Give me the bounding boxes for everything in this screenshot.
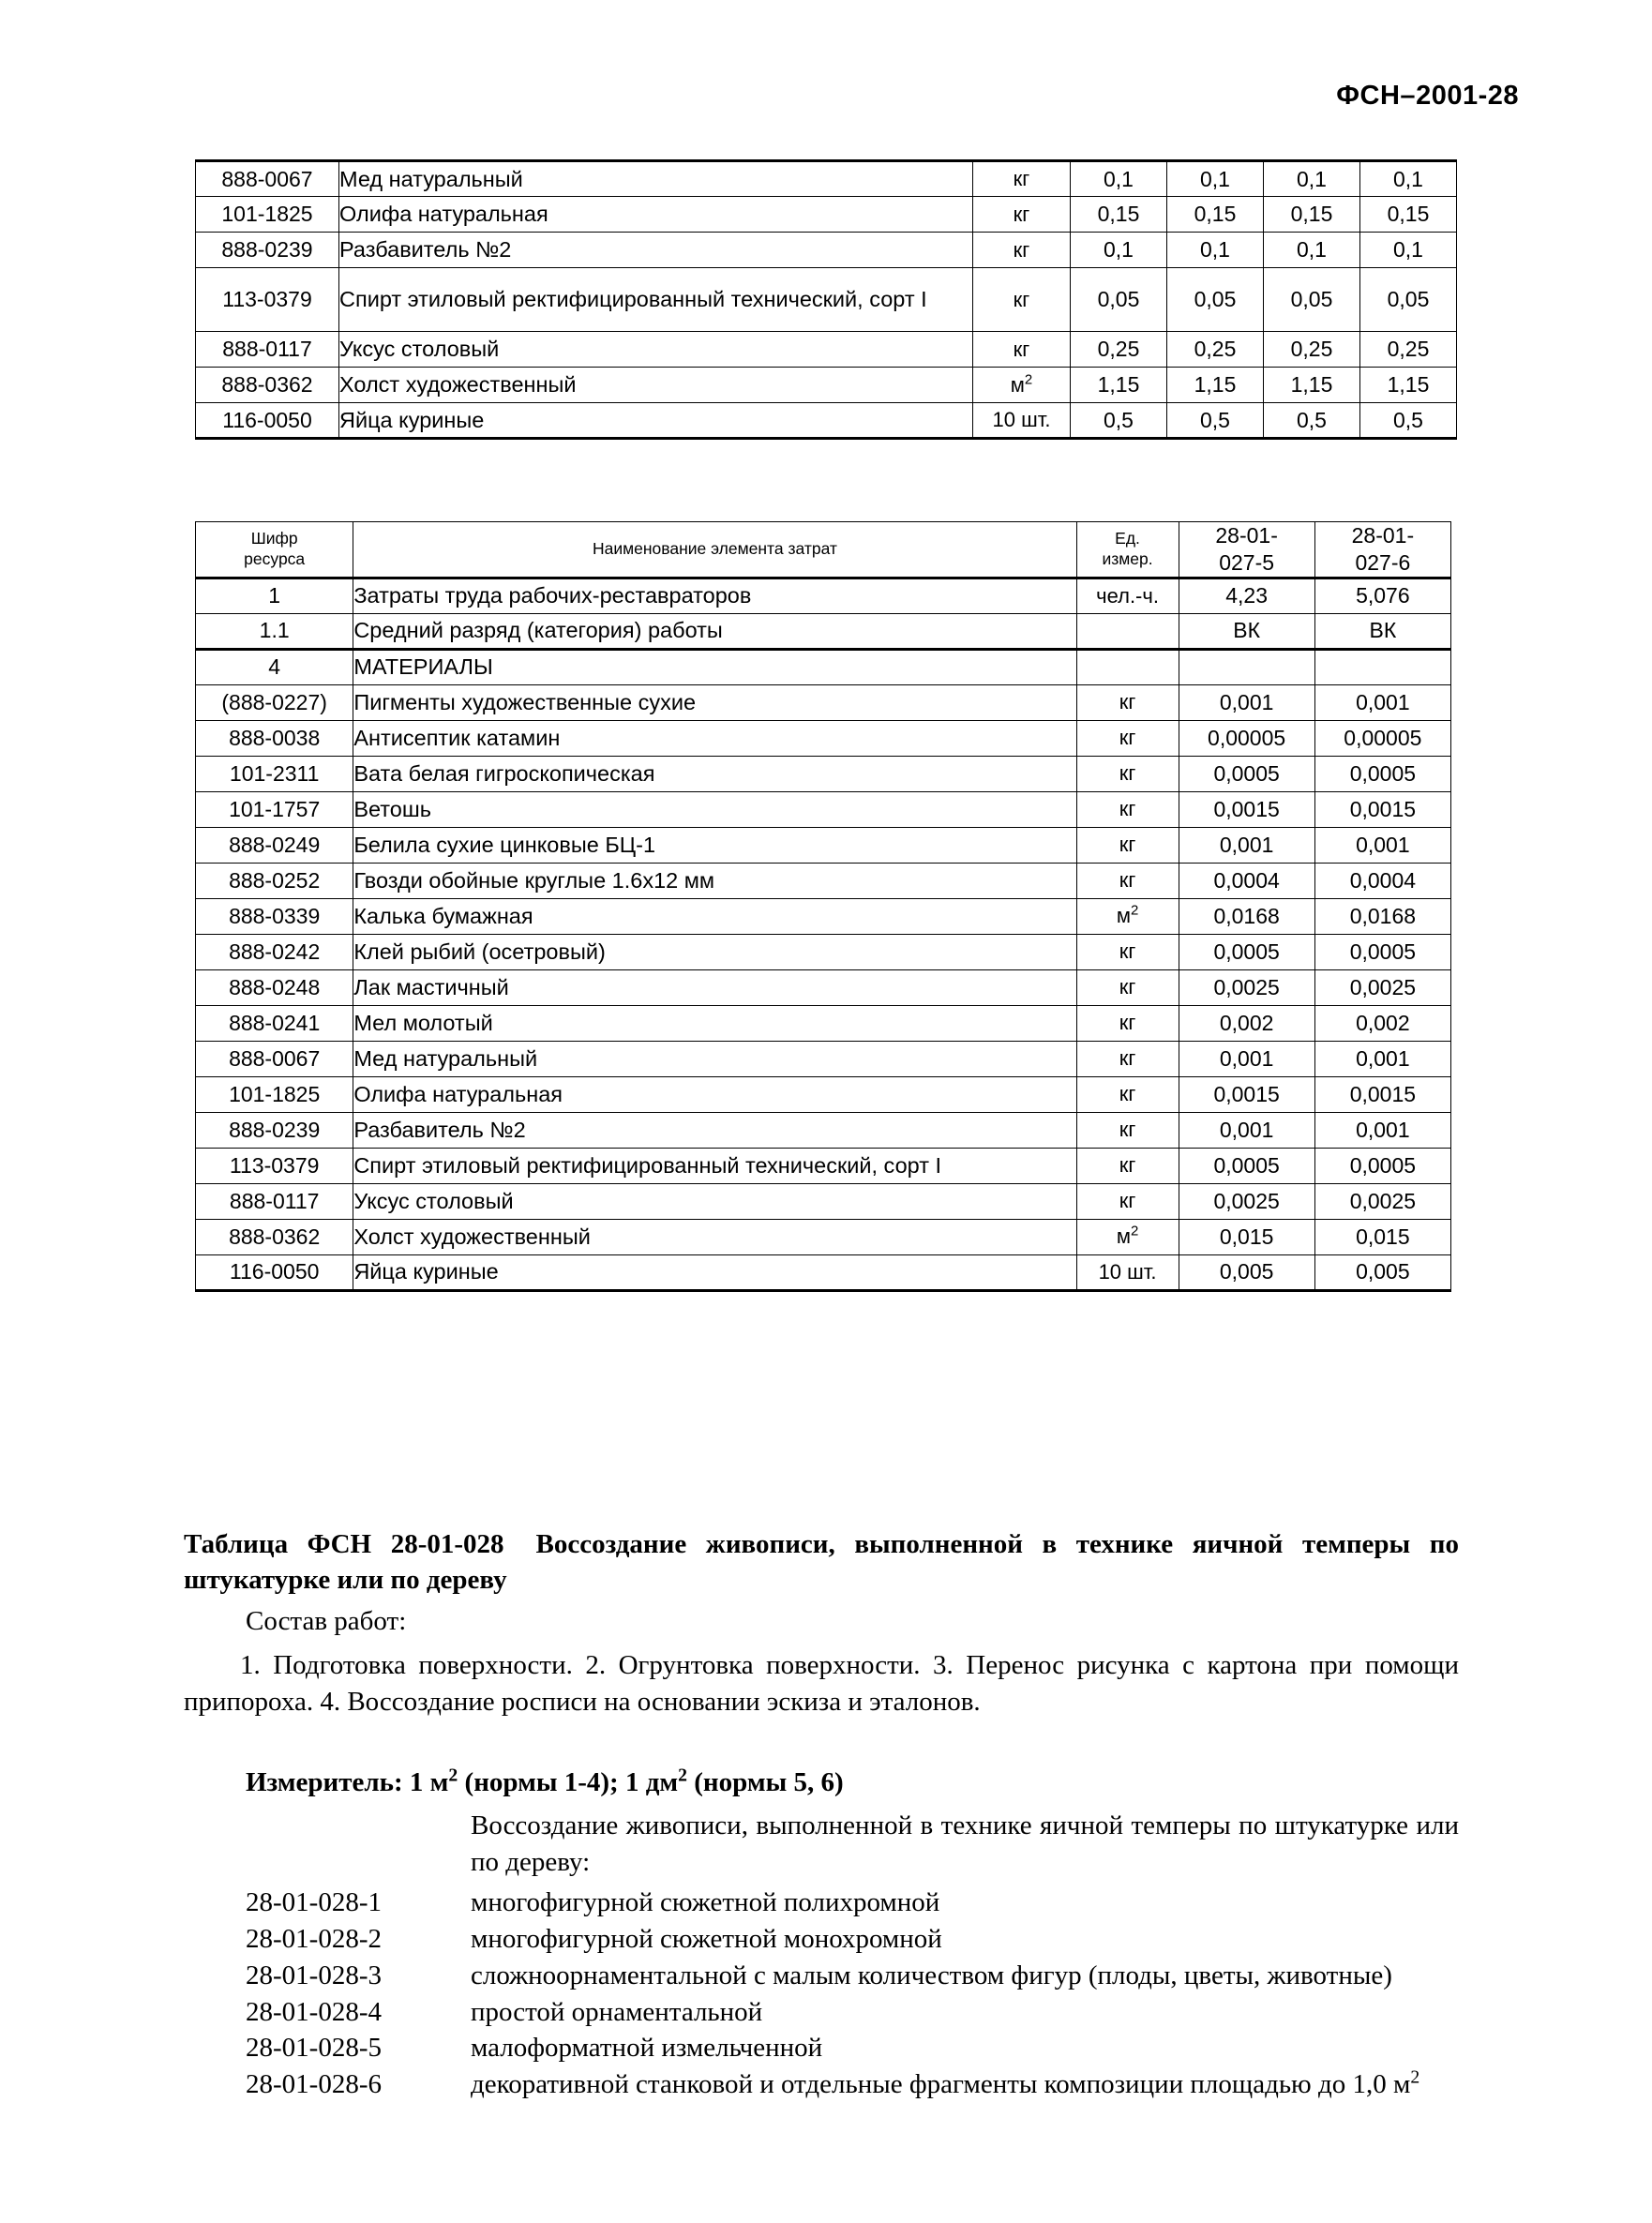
measure-label: Измеритель:: [246, 1767, 403, 1797]
norm-item-code: 28-01-028-1: [246, 1887, 382, 1917]
cell-unit: кг: [1076, 827, 1179, 863]
cell-value-027-5: 0,0168: [1179, 898, 1314, 934]
cell-resource-code: 888-0117: [196, 1183, 353, 1219]
cell-value-2: 0,5: [1167, 403, 1264, 439]
cell-value-027-5: 0,0015: [1179, 791, 1314, 827]
cell-value-2: 1,15: [1167, 368, 1264, 403]
cell-value-3: 1,15: [1264, 368, 1360, 403]
table-row: [196, 1148, 1451, 1183]
norm-item-description: многофигурной сюжетной полихромной: [471, 1887, 940, 1917]
col-header-norm-027-6: [1314, 522, 1450, 578]
cell-element-name: Уксус столовый: [339, 332, 973, 368]
measure-value-1: 1 м: [409, 1767, 449, 1797]
cell-unit: $м^2$: [1076, 898, 1179, 934]
cell-value-027-5: 0,0005: [1179, 934, 1314, 969]
cell-resource-code: 116-0050: [196, 1254, 353, 1290]
table-row: [196, 368, 1457, 403]
cell-value-1: 1,15: [1071, 368, 1167, 403]
cell-element-name: Мел молотый: [353, 1005, 1076, 1041]
col-header-unit: [1076, 522, 1179, 578]
norm-list-item: [246, 1994, 1464, 2031]
cell-element-name: Калька бумажная: [353, 898, 1076, 934]
cell-unit: кг: [973, 161, 1071, 197]
cell-element-name: Разбавитель №2: [339, 233, 973, 268]
cell-element-name: Затраты труда рабочих-реставраторов: [353, 578, 1076, 613]
cell-resource-code: 888-0248: [196, 969, 353, 1005]
cell-element-name: Холст художественный: [353, 1219, 1076, 1254]
cell-unit: кг: [1076, 791, 1179, 827]
cell-resource-code: 888-0239: [196, 1112, 353, 1148]
cell-value-027-6: 0,0004: [1314, 863, 1450, 898]
table-row: [196, 934, 1451, 969]
cell-unit: кг: [1076, 720, 1179, 756]
col-header-cost-element-name: Наименование элемента затрат: [353, 522, 1076, 578]
cell-value-027-5: 0,0015: [1179, 1076, 1314, 1112]
cell-resource-code: 888-0362: [196, 1219, 353, 1254]
table-row: [196, 1076, 1451, 1112]
cell-element-name: Клей рыбий (осетровый): [353, 934, 1076, 969]
cell-element-name: Пигменты художественные сухие: [353, 684, 1076, 720]
col-header-norm-027-5: [1179, 522, 1314, 578]
table-row: [196, 1041, 1451, 1076]
cell-unit: кг: [1076, 756, 1179, 791]
col-header-unit-line1: Ед.: [1115, 528, 1140, 548]
cell-unit: кг: [973, 197, 1071, 233]
cell-value-027-6: 0,001: [1314, 1041, 1450, 1076]
measure-value-2: 1 дм: [624, 1767, 679, 1797]
cell-unit: кг: [1076, 934, 1179, 969]
table-row: [196, 863, 1451, 898]
cell-unit: [1076, 649, 1179, 684]
cell-value-027-5: 0,001: [1179, 1112, 1314, 1148]
cell-resource-code: 116-0050: [196, 403, 339, 439]
cell-unit: чел.-ч.: [1076, 578, 1179, 613]
table-row: [196, 233, 1457, 268]
norm-list-item: [246, 1958, 1464, 1994]
cell-value-2: 0,1: [1167, 233, 1264, 268]
cell-element-name: Антисептик катамин: [353, 720, 1076, 756]
cell-unit: 10 шт.: [973, 403, 1071, 439]
norm-item-description: простой орнаментальной: [471, 1996, 763, 2027]
cell-value-4: 0,1: [1360, 161, 1457, 197]
norm-item-description: многофигурной сюжетной монохромной: [471, 1923, 942, 1954]
table-row: [196, 1112, 1451, 1148]
col-header-resource-code-line1: Шифр: [250, 528, 298, 548]
cell-value-3: 0,5: [1264, 403, 1360, 439]
cell-element-name: Гвозди обойные круглые 1.6х12 мм: [353, 863, 1076, 898]
table-row: [196, 1254, 1451, 1290]
cell-element-name: Яйца куриные: [353, 1254, 1076, 1290]
cell-value-1: 0,1: [1071, 233, 1167, 268]
cell-element-name: Средний разряд (категория) работы: [353, 613, 1076, 649]
cell-value-027-6: 0,0025: [1314, 969, 1450, 1005]
cell-value-027-6: 0,005: [1314, 1254, 1450, 1290]
cell-unit: кг: [973, 233, 1071, 268]
cell-value-2: 0,25: [1167, 332, 1264, 368]
table-row: [196, 756, 1451, 791]
cell-unit: кг: [1076, 1076, 1179, 1112]
cell-unit: $м^2$: [973, 368, 1071, 403]
cell-element-name: Олифа натуральная: [339, 197, 973, 233]
cell-element-name: Лак мастичный: [353, 969, 1076, 1005]
norm-list-item: [246, 2030, 1464, 2066]
cell-value-4: 0,05: [1360, 268, 1457, 332]
norms-list: [246, 1885, 1464, 2103]
col-header-norm-027-5-line2: 027-5: [1219, 549, 1275, 575]
cell-resource-code: 888-0067: [196, 1041, 353, 1076]
table-row: [196, 197, 1457, 233]
cell-value-027-5: 0,001: [1179, 827, 1314, 863]
cell-resource-code: 1.1: [196, 613, 353, 649]
cell-value-027-6: 0,0005: [1314, 756, 1450, 791]
cell-element-name: МАТЕРИАЛЫ: [353, 649, 1076, 684]
cell-value-027-6: 0,001: [1314, 684, 1450, 720]
cell-value-2: 0,15: [1167, 197, 1264, 233]
cell-unit: кг: [1076, 1112, 1179, 1148]
cell-resource-code: 888-0339: [196, 898, 353, 934]
table-row: [196, 332, 1457, 368]
cell-value-027-6: 0,001: [1314, 827, 1450, 863]
cell-resource-code: 888-0038: [196, 720, 353, 756]
cell-resource-code: 888-0239: [196, 233, 339, 268]
cell-value-2: 0,05: [1167, 268, 1264, 332]
norm-item-description: малоформатной измельченной: [471, 2033, 823, 2064]
norm-item-code: 28-01-028-4: [246, 1996, 382, 2027]
resource-table-main: [195, 521, 1451, 1292]
cell-value-027-5: 0,0005: [1179, 1148, 1314, 1183]
table-caption-number: Таблица ФСН 28-01-028: [184, 1529, 504, 1559]
cell-value-1: 0,15: [1071, 197, 1167, 233]
cell-value-027-6: 0,00005: [1314, 720, 1450, 756]
cell-value-4: 0,25: [1360, 332, 1457, 368]
table-row: [196, 1005, 1451, 1041]
cell-element-name: Мед натуральный: [339, 161, 973, 197]
cell-element-name: Вата белая гигроскопическая: [353, 756, 1076, 791]
cell-unit: кг: [973, 332, 1071, 368]
table-row: [196, 403, 1457, 439]
cell-value-027-5: 0,00005: [1179, 720, 1314, 756]
measure-line: [246, 1765, 844, 1801]
table-row: [196, 720, 1451, 756]
cell-value-027-5: 0,015: [1179, 1219, 1314, 1254]
cell-value-027-6: 5,076: [1314, 578, 1450, 613]
cell-value-027-5: [1179, 649, 1314, 684]
cell-value-1: 0,1: [1071, 161, 1167, 197]
cell-value-027-6: [1314, 649, 1450, 684]
measure-value-1-superscript: 2: [448, 1765, 458, 1786]
cell-resource-code: 1: [196, 578, 353, 613]
cell-value-027-6: 0,002: [1314, 1005, 1450, 1041]
cell-value-3: 0,25: [1264, 332, 1360, 368]
cell-element-name: Разбавитель №2: [353, 1112, 1076, 1148]
cell-value-027-6: 0,0025: [1314, 1183, 1450, 1219]
cell-resource-code: (888-0227): [196, 684, 353, 720]
cell-value-027-6: 0,0168: [1314, 898, 1450, 934]
cell-resource-code: 113-0379: [196, 1148, 353, 1183]
cell-resource-code: 888-0241: [196, 1005, 353, 1041]
table-row: [196, 1183, 1451, 1219]
cell-value-1: 0,05: [1071, 268, 1167, 332]
table-row: [196, 827, 1451, 863]
norm-item-code: 28-01-028-2: [246, 1923, 382, 1954]
table-row: [196, 578, 1451, 613]
cell-element-name: Олифа натуральная: [353, 1076, 1076, 1112]
cell-resource-code: 113-0379: [196, 268, 339, 332]
col-header-norm-027-6-line2: 027-6: [1355, 549, 1411, 575]
cell-value-027-5: 0,0025: [1179, 969, 1314, 1005]
cell-value-027-5: 0,0004: [1179, 863, 1314, 898]
table-header-row: [196, 522, 1451, 578]
cell-resource-code: 888-0252: [196, 863, 353, 898]
cell-value-4: 1,15: [1360, 368, 1457, 403]
cell-value-027-5: 4,23: [1179, 578, 1314, 613]
norm-list-item: [246, 2066, 1464, 2103]
cell-value-027-6: 0,015: [1314, 1219, 1450, 1254]
table-caption-title: Воссоздание живописи, выполненной в технике яичной темперы по штукатурке или по дереву: [184, 1529, 1460, 1596]
table-row: [196, 161, 1457, 197]
cell-unit: кг: [1076, 1148, 1179, 1183]
cell-resource-code: 888-0117: [196, 332, 339, 368]
col-header-resource-code: [196, 522, 353, 578]
measure-value-2-tail: (нормы 5, 6): [687, 1767, 844, 1797]
cell-value-027-5: 0,005: [1179, 1254, 1314, 1290]
norm-item-description: сложноорнаментальной с малым количеством фигур (плоды, цветы, животные): [471, 1960, 1392, 1990]
cell-value-027-6: 0,0005: [1314, 934, 1450, 969]
cell-value-3: 0,15: [1264, 197, 1360, 233]
cell-unit: $м^2$: [1076, 1219, 1179, 1254]
cell-element-name: Мед натуральный: [353, 1041, 1076, 1076]
col-header-norm-027-5-line1: 28-01-: [1215, 523, 1278, 548]
cell-resource-code: 101-1757: [196, 791, 353, 827]
cell-element-name: Спирт этиловый ректифицированный технический, сорт I: [353, 1148, 1076, 1183]
cell-value-027-5: 0,0025: [1179, 1183, 1314, 1219]
cell-value-2: 0,1: [1167, 161, 1264, 197]
cell-resource-code: 888-0067: [196, 161, 339, 197]
table-row: [196, 684, 1451, 720]
resource-table-continued: [195, 159, 1457, 440]
cell-value-027-5: ВК: [1179, 613, 1314, 649]
cell-unit: кг: [1076, 1005, 1179, 1041]
cell-resource-code: 101-1825: [196, 197, 339, 233]
cell-unit: кг: [1076, 969, 1179, 1005]
table-continued-body: [196, 161, 1457, 439]
cell-element-name: Спирт этиловый ректифицированный технический, сорт I: [339, 268, 973, 332]
cell-unit: кг: [1076, 863, 1179, 898]
cell-value-3: 0,1: [1264, 161, 1360, 197]
norms-intro: Воссоздание живописи, выполненной в технике яичной темперы по штукатурке или по дереву:: [471, 1810, 1459, 1877]
cell-value-027-6: 0,0015: [1314, 1076, 1450, 1112]
cell-value-027-5: 0,0005: [1179, 756, 1314, 791]
cell-value-027-6: 0,0015: [1314, 791, 1450, 827]
cell-value-027-5: 0,002: [1179, 1005, 1314, 1041]
table-row: [196, 898, 1451, 934]
cell-element-name: Холст художественный: [339, 368, 973, 403]
col-header-unit-line2: измер.: [1102, 548, 1153, 568]
norm-list-item: [246, 1921, 1464, 1958]
cell-value-3: 0,1: [1264, 233, 1360, 268]
norm-item-code: 28-01-028-5: [246, 2033, 382, 2064]
cell-resource-code: 101-2311: [196, 756, 353, 791]
norm-item-description: декоративной станковой и отдельные фрагменты композиции площадью до 1,0 $м^2$: [471, 2066, 1420, 2100]
cell-element-name: Ветошь: [353, 791, 1076, 827]
table-row: [196, 613, 1451, 649]
cell-unit: [1076, 613, 1179, 649]
table-row: [196, 268, 1457, 332]
cell-unit: кг: [1076, 1041, 1179, 1076]
cell-resource-code: 888-0362: [196, 368, 339, 403]
norm-item-code: 28-01-028-3: [246, 1960, 382, 1990]
cell-unit: кг: [973, 268, 1071, 332]
measure-value-2-superscript: 2: [678, 1765, 688, 1786]
cell-unit: 10 шт.: [1076, 1254, 1179, 1290]
cell-value-1: 0,25: [1071, 332, 1167, 368]
cell-value-027-6: 0,001: [1314, 1112, 1450, 1148]
cell-element-name: Уксус столовый: [353, 1183, 1076, 1219]
cell-element-name: Яйца куриные: [339, 403, 973, 439]
table-section-row: [196, 649, 1451, 684]
cell-value-027-6: 0,0005: [1314, 1148, 1450, 1183]
cell-value-4: 0,5: [1360, 403, 1457, 439]
cell-element-name: Белила сухие цинковые БЦ-1: [353, 827, 1076, 863]
cell-value-027-5: 0,001: [1179, 684, 1314, 720]
table-caption: [184, 1526, 1459, 1599]
composition-label: Состав работ:: [246, 1606, 407, 1636]
table-row: [196, 969, 1451, 1005]
composition-text: [184, 1647, 1459, 1720]
table-row: [196, 791, 1451, 827]
col-header-resource-code-line2: ресурса: [244, 548, 306, 568]
table-main-head: [196, 522, 1451, 578]
page-header-doc-code: ФСН–2001-28: [1336, 81, 1519, 111]
measure-value-1-tail: (нормы 1-4);: [458, 1767, 625, 1797]
norm-list-item: [246, 1885, 1464, 1921]
table-main-body: [196, 578, 1451, 1290]
cell-value-3: 0,05: [1264, 268, 1360, 332]
cell-unit: кг: [1076, 684, 1179, 720]
norm-item-code: 28-01-028-6: [246, 2069, 382, 2100]
table-row: [196, 1219, 1451, 1254]
cell-resource-code: 888-0242: [196, 934, 353, 969]
cell-value-4: 0,1: [1360, 233, 1457, 268]
cell-resource-code: 4: [196, 649, 353, 684]
col-header-norm-027-6-line1: 28-01-: [1351, 523, 1415, 548]
cell-value-027-5: 0,001: [1179, 1041, 1314, 1076]
composition-text-value: 1. Подготовка поверхности. 2. Огрунтовка поверхности. 3. Перенос рисунка с картона при помощи припороха. 4. Воссоздание росписи на основании эскиза и эталонов.: [184, 1650, 1459, 1717]
cell-resource-code: 101-1825: [196, 1076, 353, 1112]
cell-unit: кг: [1076, 1183, 1179, 1219]
cell-resource-code: 888-0249: [196, 827, 353, 863]
cell-value-1: 0,5: [1071, 403, 1167, 439]
cell-value-027-6: ВК: [1314, 613, 1450, 649]
cell-value-4: 0,15: [1360, 197, 1457, 233]
